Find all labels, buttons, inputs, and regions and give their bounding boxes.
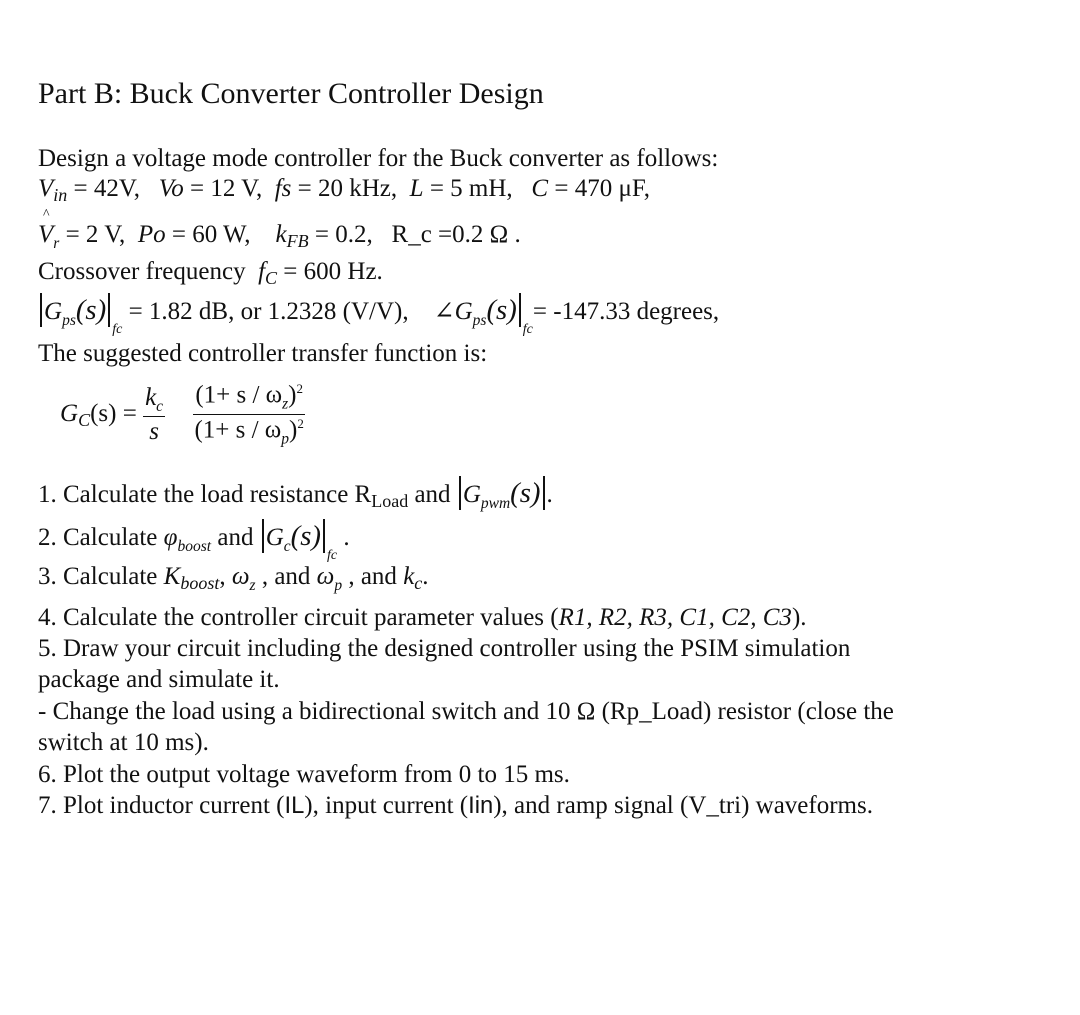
task-2-g: G — [265, 524, 284, 551]
task-2-phisub: boost — [177, 538, 212, 556]
tf-lhs: G — [60, 399, 79, 427]
po-symbol: Po — [137, 221, 166, 248]
vo-symbol: Vo — [158, 175, 184, 202]
gps-fc: fc — [112, 322, 123, 337]
task-4 — [38, 605, 807, 630]
gps-g: G — [44, 298, 63, 325]
task-2-text: 2. Calculate — [38, 524, 164, 551]
task-1-bar-left — [459, 476, 461, 510]
gps-sub-2: ps — [472, 312, 487, 330]
crossover-line — [38, 259, 383, 287]
vin-value: = 42V, — [67, 175, 140, 202]
page-title: Part B: Buck Converter Controller Design — [38, 77, 544, 110]
tf-s: s — [149, 418, 159, 446]
rc-value: R_c =0.2 Ω . — [391, 221, 521, 248]
c-value: = 470 μF, — [548, 175, 651, 202]
gps-magnitude: = 1.82 dB, or 1.2328 (V/V), — [128, 298, 409, 325]
task-1 — [38, 476, 553, 512]
tf-denominator: (1+ s / ω — [194, 416, 282, 444]
task-1-and: and — [408, 481, 457, 508]
c-symbol: C — [531, 175, 549, 202]
vr-symbol: V — [38, 221, 54, 248]
task-2-phi: φ — [163, 524, 178, 551]
gps-g-2: G — [454, 298, 473, 325]
task-2 — [38, 519, 350, 563]
tf-num-close: ) — [288, 381, 297, 409]
gps-arg: (s) — [75, 294, 107, 326]
task-2-and: and — [211, 524, 260, 551]
task-3-wpsub: p — [334, 577, 343, 595]
task-5b-line-2: switch at 10 ms). — [38, 729, 209, 756]
task-3-wz: ω — [231, 563, 250, 590]
po-value: = 60 W, — [165, 221, 251, 248]
vr-value: = 2 V, — [59, 221, 126, 248]
tf-num-power: 2 — [296, 381, 303, 396]
tf-lhs-sub: C — [78, 409, 91, 430]
task-7-end: ), and ramp signal (V_tri) waveforms. — [493, 792, 873, 819]
kfb-value: = 0.2, — [308, 221, 373, 248]
task-2-bar-right — [323, 519, 325, 553]
kfb-subscript: FB — [286, 231, 309, 252]
task-6: 6. Plot the output voltage waveform from 0 to 15 ms. — [38, 761, 570, 788]
task-4-end: ). — [791, 604, 807, 631]
tf-den-sub: p — [281, 430, 290, 448]
abs-bar-right-2 — [519, 293, 521, 327]
kfb-symbol: k — [275, 221, 287, 248]
task-7-iin: Iin — [468, 792, 494, 819]
tf-kc: k — [145, 383, 157, 411]
task-2-end: . — [337, 524, 350, 551]
task-3-sep3: , and — [342, 563, 404, 590]
tf-numerator: (1+ s / ω — [195, 381, 283, 409]
task-7-mid: ), input current ( — [304, 792, 469, 819]
gps-fc-2: fc — [522, 322, 533, 337]
l-value: = 5 mH, — [423, 175, 513, 202]
fc-symbol: f — [258, 258, 266, 285]
gps-arg-2: (s) — [486, 294, 517, 326]
task-4-params: R1, R2, R3, C1, C2, C3 — [558, 604, 792, 631]
spec-line-1 — [38, 176, 650, 204]
task-1-arg: (s) — [510, 477, 541, 509]
task-2-bar-left — [262, 519, 264, 553]
abs-bar-right — [108, 293, 110, 327]
fs-value: = 20 kHz, — [291, 175, 398, 202]
task-3-wp: ω — [316, 563, 335, 590]
abs-bar-left — [40, 293, 42, 327]
fs-symbol: fs — [274, 175, 292, 202]
task-5-line-1: 5. Draw your circuit including the designed controller using the PSIM simulation — [38, 635, 851, 662]
l-symbol: L — [409, 175, 424, 202]
task-3-sep2: , and — [255, 563, 317, 590]
task-2-arg: (s) — [290, 520, 321, 552]
tf-kc-sub: c — [156, 397, 164, 415]
task-7-text: 7. Plot inductor current ( — [38, 792, 285, 819]
task-5-line-2: package and simulate it. — [38, 666, 280, 693]
task-3-ksub: boost — [180, 573, 220, 594]
tf-den-close: ) — [289, 416, 298, 444]
task-1-bar-right — [543, 476, 545, 510]
tf-num-sub: z — [282, 395, 289, 413]
vr-subscript: r — [53, 235, 60, 253]
task-2-gsub: c — [283, 538, 291, 556]
vin-symbol: V — [38, 175, 54, 202]
gps-phase: = -147.33 degrees, — [532, 298, 720, 325]
gps-sub: ps — [62, 312, 76, 330]
task-3-end: . — [422, 563, 429, 590]
angle-symbol: ∠ — [433, 298, 455, 325]
vo-value: = 12 V, — [183, 175, 263, 202]
gps-line — [38, 293, 719, 337]
vin-subscript: in — [53, 185, 68, 206]
task-1-end: . — [546, 481, 553, 508]
task-3-sep1: , — [219, 563, 232, 590]
task-1-sub: Load — [371, 491, 409, 512]
crossover-value: = 600 Hz. — [277, 258, 383, 285]
task-1-text: 1. Calculate the load resistance R — [38, 481, 372, 508]
task-3-text: 3. Calculate — [38, 563, 164, 590]
crossover-label: Crossover frequency — [38, 258, 246, 285]
tf-den-power: 2 — [297, 416, 304, 432]
task-3-kcsub: c — [414, 573, 423, 594]
transfer-function — [60, 382, 305, 447]
spec-line-2 — [38, 207, 521, 253]
task-3-wzsub: z — [249, 577, 256, 595]
vr-hat-mark: ^ — [43, 207, 50, 222]
task-2-fc: fc — [327, 548, 338, 563]
task-7 — [38, 793, 873, 818]
task-3-kc: k — [403, 563, 415, 590]
vr-hat-symbol — [38, 207, 54, 248]
task-3-k: K — [163, 563, 181, 590]
suggested-text: The suggested controller transfer function is: — [38, 340, 488, 367]
fc-subscript: C — [265, 268, 278, 289]
task-1-g: G — [462, 481, 481, 508]
task-5b-line-1: - Change the load using a bidirectional switch and 10 Ω (Rp_Load) resistor (close the — [38, 698, 894, 725]
task-1-gsub: pwm — [480, 495, 511, 513]
tf-lhs-arg: (s) = — [90, 399, 137, 427]
intro-text: Design a voltage mode controller for the Buck converter as follows: — [38, 145, 719, 172]
task-7-il: IL — [284, 792, 305, 819]
task-4-text: 4. Calculate the controller circuit parameter values ( — [38, 604, 559, 631]
task-3 — [38, 564, 429, 594]
